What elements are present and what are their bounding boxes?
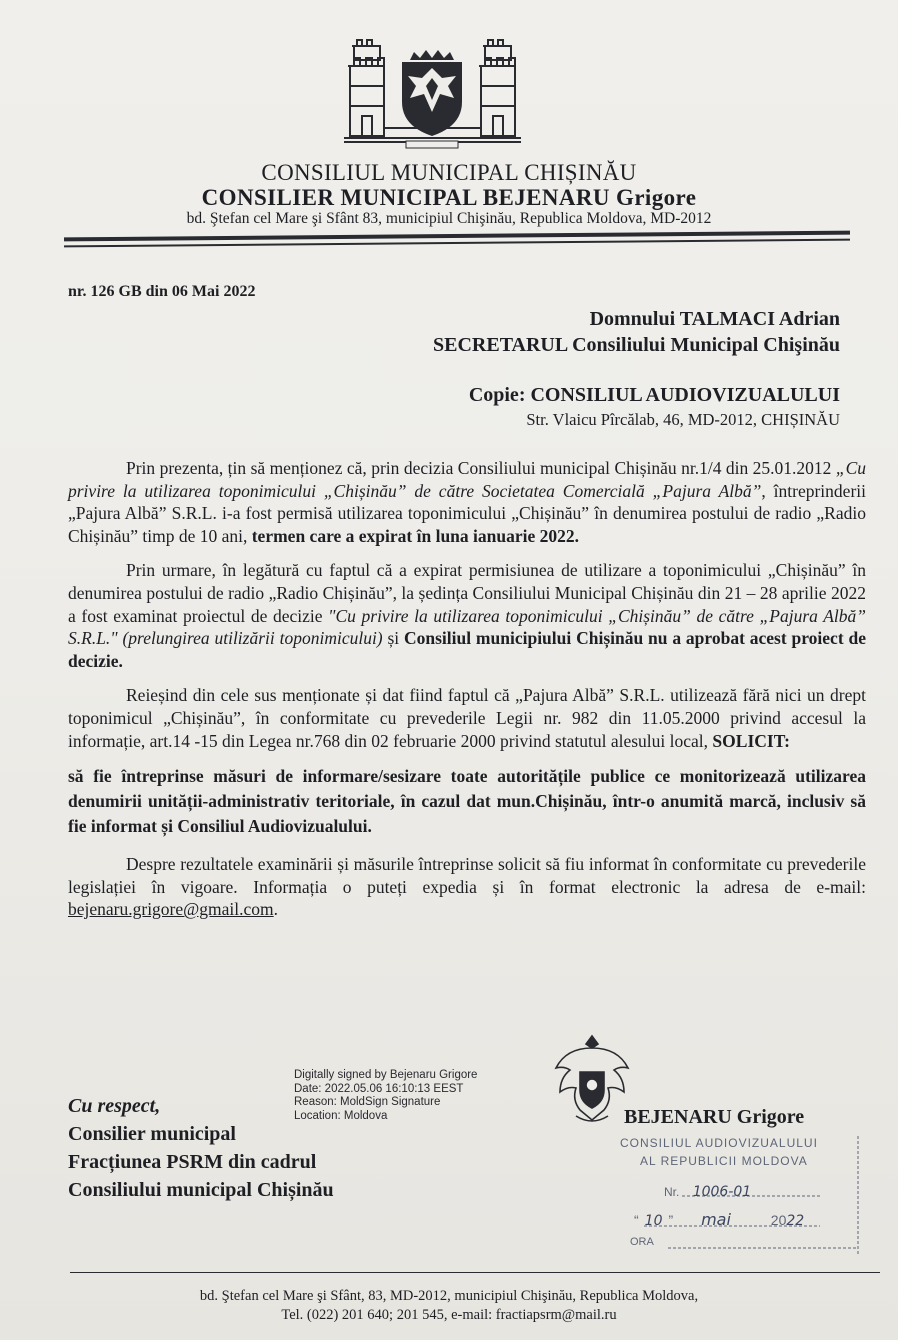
closing-block [68,1092,334,1204]
header-address: bd. Ştefan cel Mare şi Sfânt 83, municipiul Chişinău, Republica Moldova, MD-2012 [186,210,712,227]
request-paragraph: să fie întreprinse măsuri de informare/sesizare toate autoritățile publice ce monitorizează utilizarea denumirii unității-administrativ teritoriale, în cazul dat mun.Chișinău, într-o anumită marcă, inclusiv să fie informat și Consiliul Audiovizualului. [68,766,866,837]
closing-faction: Fracțiunea PSRM din cadrul [68,1151,317,1173]
paragraph-2: Prin urmare, în legătură cu faptul că a expirat permisiunea de utilizare a toponimicului „Chișinău” în denumirea postului de radio „Radio Chișinău”, la ședința Consiliului Municipal Chișinău din 21 – 28 aprilie 2022 a fost examinat proiectul de decizie "Cu privire la utilizarea toponimicului „Chișinău” de către „Pajura Albă” S.R.L." (prelungirea utilizării toponimicului) și Consiliul municipiului Chișinău nu a aprobat acest proiect de decizie. [68,560,867,671]
closing-council: Consiliului municipal Chișinău [68,1179,334,1201]
councillor-name: CONSILIER MUNICIPAL BEJENARU Grigore [201,185,697,210]
stamp-date: “ 10 ” mai 2022 [634,1210,805,1229]
email-link[interactable]: bejenaru.grigore@gmail.com [68,899,274,920]
council-name: CONSILIUL MUNICIPAL CHIȘINĂU [261,160,637,185]
closing-regards: Cu respect, [68,1095,161,1117]
chisinau-coat-of-arms-icon [340,38,525,150]
copy-recipient-address: Str. Vlaicu Pîrcălab, 46, MD-2012, CHIȘINĂU [526,410,840,429]
stamp-authority: CONSILIUL AUDIOVIZUALULUI [620,1136,818,1150]
footer-divider [70,1272,880,1273]
registration-stamp [620,1136,860,1256]
addressee-title: SECRETARUL Consiliului Municipal Chişinău [433,334,840,356]
copy-recipient: Copie: CONSILIUL AUDIOVIZUALULUI [468,384,840,406]
footer-contacts: Tel. (022) 201 640; 201 545, e-mail: fractiapsrm@mail.ru [281,1307,617,1323]
stamp-country: AL REPUBLICII MOLDOVA [640,1154,808,1168]
letter-body [68,457,866,933]
footer-address: bd. Ştefan cel Mare şi Sfânt, 83, MD-2012, municipiul Chişinău, Republica Moldova, [199,1288,699,1304]
stamp-number: Nr. 1006-01 [664,1184,752,1200]
paragraph-3: Reieșind din cele sus menționate și dat fiind faptul că „Pajura Albă” S.R.L. utilizează fără nici un drept toponimicul „Chișinău”, în conformitate cu prevederile Legii nr. 982 din 11.05.2000 privind accesul la informație, art.14 -15 din Legea nr.768 din 02 februarie 2000 privind statutul alesului local, SOLICIT: [68,685,866,751]
digital-signature-block: Digitally signed by Bejenaru Grigore Date: 2022.05.06 16:10:13 EEST Reason: MoldSign Signature Location: Moldova [294,1069,478,1122]
closing-role: Consilier municipal [68,1123,236,1145]
stamp-time-label: ORA [630,1236,654,1248]
document-reference: nr. 126 GB din 06 Mai 2022 [68,283,256,300]
moldova-coat-of-arms-icon [548,1030,636,1130]
paragraph-1: Prin prezenta, țin să menționez că, prin decizia Consiliului municipal Chișinău nr.1/4 din 25.01.2012 „Cu privire la utilizarea toponimicului „Chișinău” de către Societatea Comercială „Pajura Albă”, întreprinderii „Pajura Albă” S.R.L. i-a fost permisă utilizarea toponimicului „Chișinău” în denumirea postului de radio „Radio Chișinău” timp de 10 ani, termen care a expirat în luna ianuarie 2022. [68,458,866,546]
paragraph-5: Despre rezultatele examinării și măsurile întreprinse solicit să fiu informat în conformitate cu prevederile legislației în vigoare. Informația o puteți expedia și în format electronic la adresa de e-mail: bejenaru.grigore@gmail.com. [68,854,866,920]
signer-name: BEJENARU Grigore [624,1106,805,1128]
addressee-name: Domnului TALMACI Adrian [589,308,840,330]
